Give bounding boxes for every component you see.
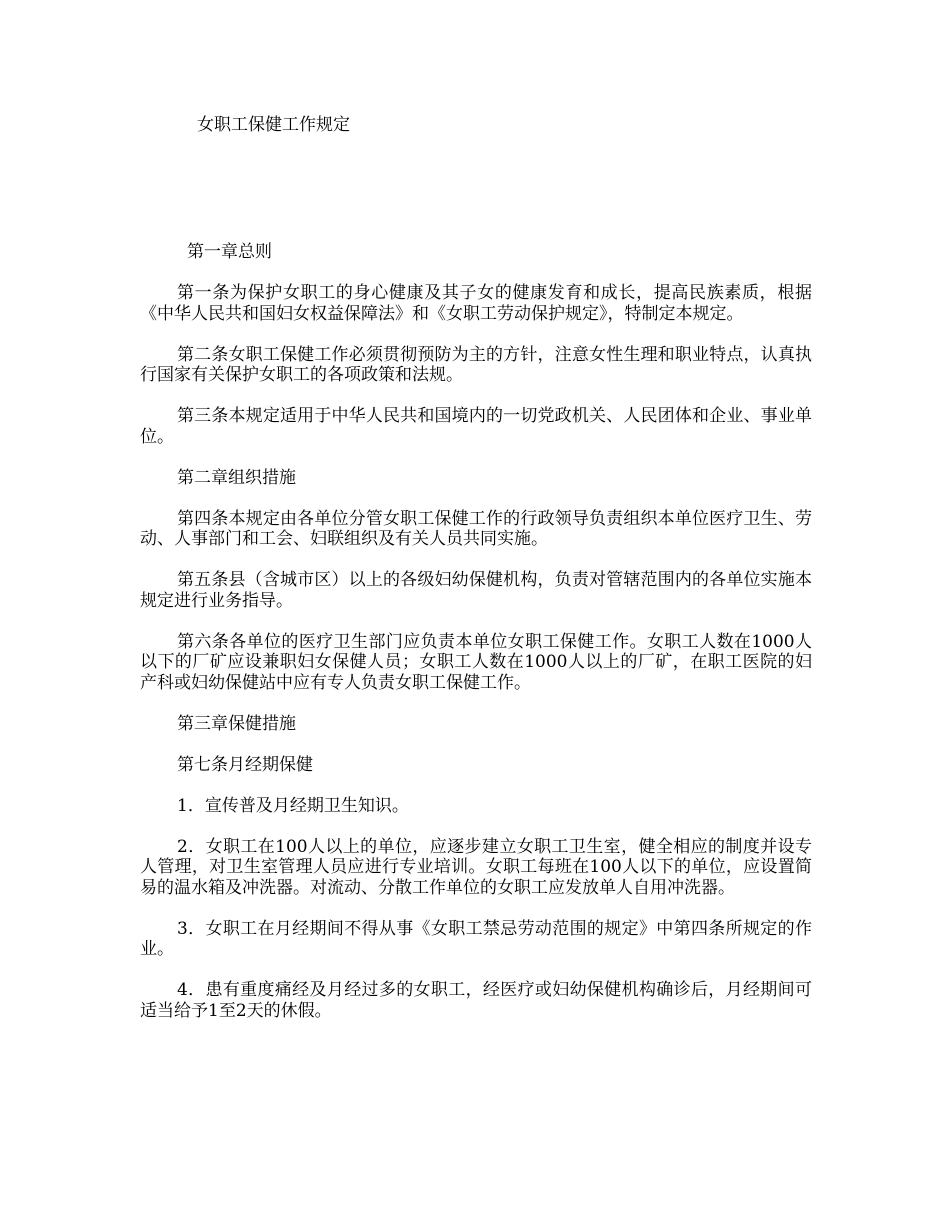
article-1: 第一条为保护女职工的身心健康及其子女的健康发育和成长，提高民族素质，根据《中华人民共和国妇女权益保障法》和《女职工劳动保护规定》，特制定本规定。: [140, 283, 812, 324]
article-7-item-3: 3．女职工在月经期间不得从事《女职工禁忌劳动范围的规定》中第四条所规定的作业。: [140, 918, 812, 959]
article-7-item-4: 4．患有重度痛经及月经过多的女职工，经医疗或妇幼保健机构确诊后，月经期间可适当给予1至2天的休假。: [140, 980, 812, 1021]
article-6: 第六条各单位的医疗卫生部门应负责本单位女职工保健工作。女职工人数在1000人以下的厂矿应设兼职妇女保健人员；女职工人数在1000人以上的厂矿，在职工医院的妇产科或妇幼保健站中应有专人负责女职工保健工作。: [140, 631, 812, 693]
article-4: 第四条本规定由各单位分管女职工保健工作的行政领导负责组织本单位医疗卫生、劳动、人事部门和工会、妇联组织及有关人员共同实施。: [140, 508, 812, 549]
document-body: [140, 283, 812, 1042]
article-3: 第三条本规定适用于中华人民共和国境内的一切党政机关、人民团体和企业、事业单位。: [140, 406, 812, 447]
chapter-3-heading: 第三章保健措施: [177, 713, 296, 734]
article-5: 第五条县（含城市区）以上的各级妇幼保健机构，负责对管辖范围内的各单位实施本规定进行业务指导。: [140, 570, 812, 611]
article-7-item-2: 2．女职工在100人以上的单位，应逐步建立女职工卫生室，健全相应的制度并设专人管理，对卫生室管理人员应进行专业培训。女职工每班在100人以下的单位，应设置简易的温水箱及冲洗器。对流动、分散工作单位的女职工应发放单人自用冲洗器。: [140, 836, 812, 898]
chapter-2-heading: 第二章组织措施: [177, 467, 296, 488]
document-title: 女职工保健工作规定: [197, 115, 350, 135]
article-7-item-1: 1．宣传普及月经期卫生知识。: [177, 795, 409, 816]
chapter-1-heading: 第一章总则: [187, 242, 272, 262]
article-7-heading: 第七条月经期保健: [177, 754, 313, 775]
article-2: 第二条女职工保健工作必须贯彻预防为主的方针，注意女性生理和职业特点，认真执行国家有关保护女职工的各项政策和法规。: [140, 344, 812, 385]
